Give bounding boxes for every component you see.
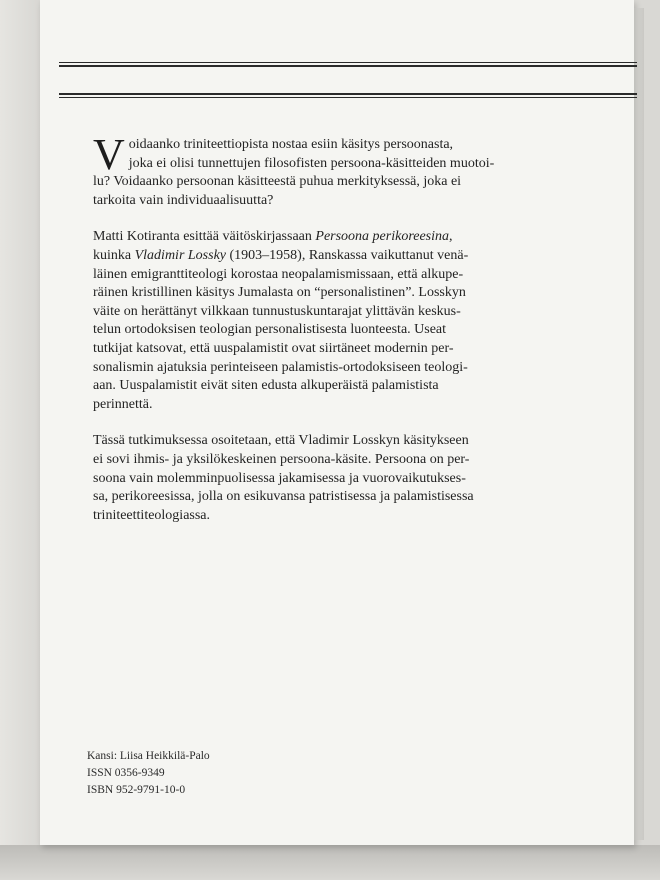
drop-cap: V [93,130,125,179]
text-line: läinen emigranttiteologi korostaa neopalamismissaan, että alkupe- [93,266,464,282]
text-line: ei sovi ihmis- ja yksilökeskeinen persoona-käsite. Persoona on per- [93,451,470,467]
cover-credit: Kansi: Liisa Heikkilä-Palo [87,750,210,762]
backdrop [0,0,40,880]
paragraph-2 [93,228,525,414]
text-line: Tässä tutkimuksessa osoitetaan, että Vladimir Losskyn käsitykseen [93,433,469,449]
text-line: perinnettä. [93,396,153,412]
text-line: räinen kristillinen käsitys Jumalasta on “personalistinen”. Losskyn [93,285,466,301]
text-line: väite on herättänyt vilkkaan tunnustuskuntarajat ylittävän keskus- [93,303,461,319]
text-line: triniteettiteologiassa. [93,507,211,523]
person-name: Vladimir Lossky [134,247,226,263]
book-title: Persoona perikoreesina [315,229,450,245]
top-rule [59,62,637,67]
imprint [87,748,210,799]
text-line: joka ei olisi tunnettujen filosofisten persoona-käsitteiden muotoi- [128,155,495,171]
text-line: soona vain molemminpuolisessa jakamisessa ja vuorovaikutukses- [93,470,466,486]
text-line: Matti Kotiranta esittää väitöskirjassaan Persoona perikoreesina, [93,229,453,245]
text-line: kuinka Vladimir Lossky (1903–1958), Ranskassa vaikuttanut venä- [93,247,469,263]
issn: ISSN 0356-9349 [87,767,165,779]
text-line: telun ortodoksisen teologian personalistisesta luonteesta. Useat [93,322,447,338]
paragraph-1 [93,130,525,210]
text-line: oidaanko triniteettiopista nostaa esiin käsitys persoonasta, [128,137,454,152]
text-line: sa, perikoreesissa, jolla on esikuvansa patristisessa ja palamistisessa [93,489,474,505]
text-line: tarkoita vain individuaalisuutta? [93,192,274,208]
text-line: lu? Voidaanko persoonan käsitteestä puhua merkityksessä, joka ei [93,174,462,190]
bottom-rule [59,93,637,98]
text-line: aan. Uuspalamistit eivät siten edusta alkuperäistä palamistista [93,378,439,394]
blurb [93,130,525,543]
text-line: sonalismin ajatuksia perinteiseen palamistis-ortodoksiseen teologi- [93,359,468,375]
backdrop-bottom [0,845,660,880]
paragraph-3 [93,432,525,525]
text-line: tutkijat katsovat, että uuspalamistit ovat siirtäneet modernin per- [93,340,454,356]
isbn: ISBN 952-9791-10-0 [87,784,186,796]
